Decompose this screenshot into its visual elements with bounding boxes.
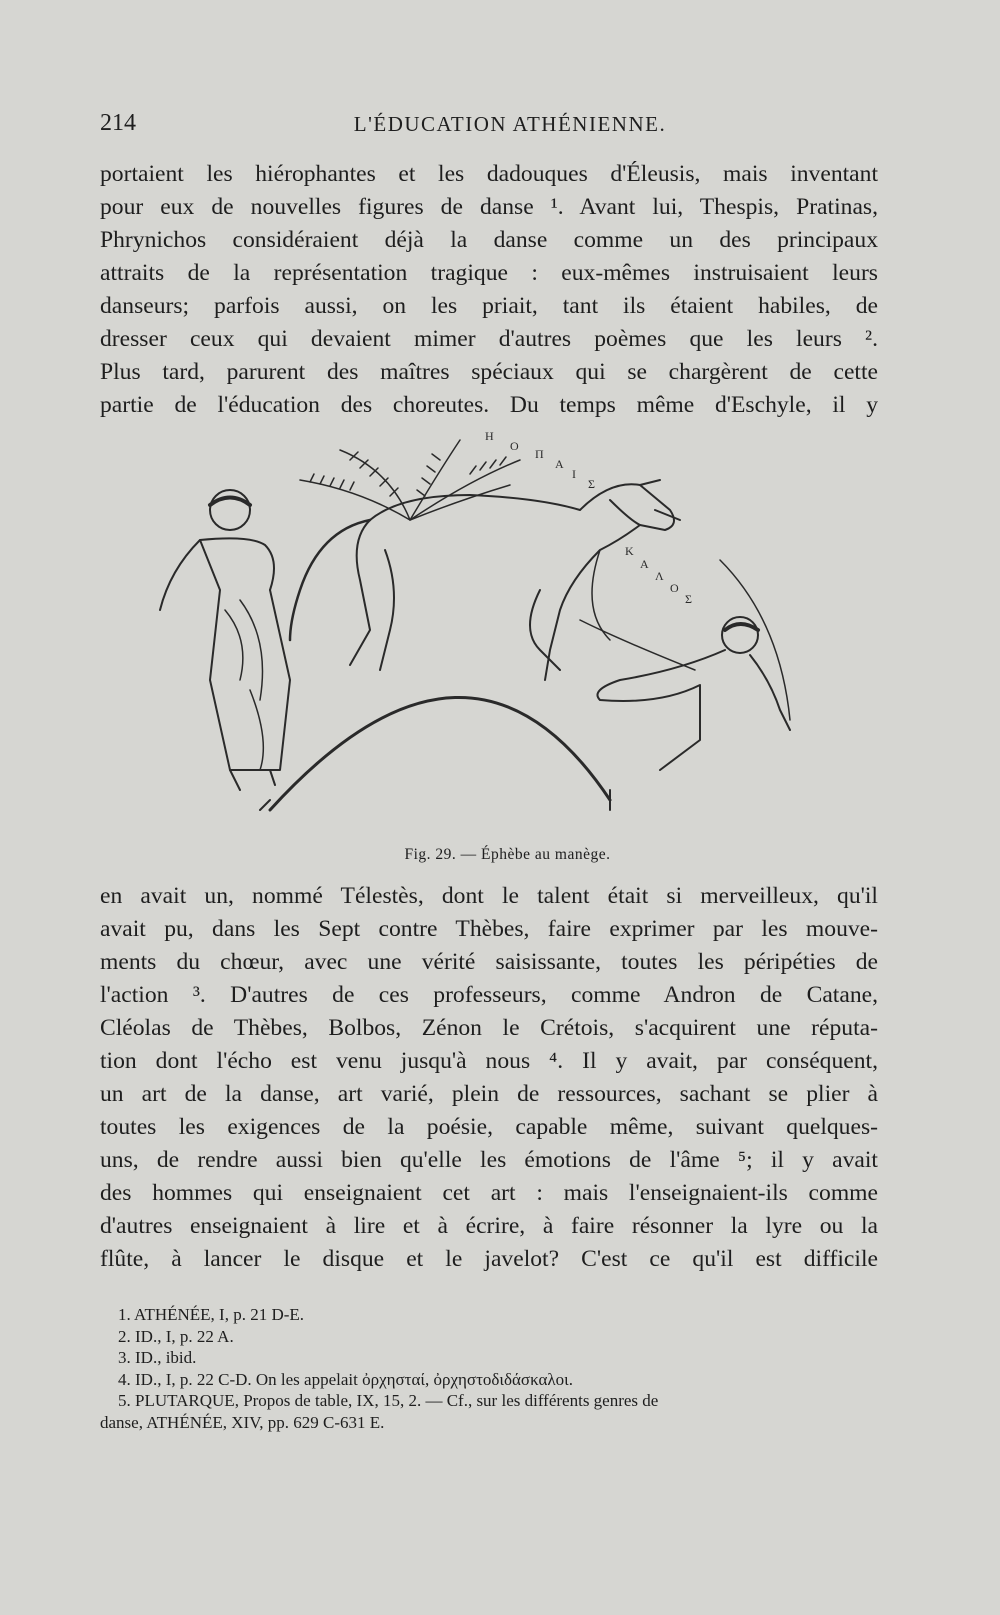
inscription-letter: Ο (510, 439, 519, 453)
text-line: Phrynichos considéraient déjà la danse comme un des principaux (100, 227, 878, 253)
text-line: l'action ³. D'autres de ces professeurs, comme Andron de Catane, (100, 982, 878, 1008)
text-line: des hommes qui enseignaient cet art : mais l'enseignaient-ils comme (100, 1180, 878, 1206)
text-line: ments du chœur, avec une vérité saisissante, toutes les péripéties de (100, 949, 878, 975)
vase-painting-drawing (140, 429, 880, 840)
text-line: danseurs; parfois aussi, on les priait, tant ils étaient habiles, de (100, 293, 878, 319)
page-number: 214 (100, 110, 136, 136)
text-line: tion dont l'écho est venu jusqu'à nous ⁴. Il y avait, par conséquent, (100, 1048, 878, 1074)
palm-branches (300, 440, 520, 520)
text-line: d'autres enseignaient à lire et à écrire, à faire résonner la lyre ou la (100, 1213, 878, 1239)
page-header (100, 110, 880, 150)
text-line: flûte, à lancer le disque et le javelot? C'est ce qu'il est difficile (100, 1246, 878, 1272)
inscription-letter: Ο (670, 581, 679, 595)
body-text-bottom (100, 880, 878, 1276)
text-line: portaient les hiérophantes et les dadouques d'Éleusis, mais inventant (100, 161, 878, 187)
inscription-letter: Σ (588, 477, 595, 491)
text-line: attraits de la représentation tragique : eux-mêmes instruisaient leurs (100, 260, 878, 286)
text-line: dresser ceux qui devaient mimer d'autres poèmes que les leurs ². (100, 326, 878, 352)
inscription-letter: Κ (625, 544, 634, 558)
inscription-letter: Η (485, 429, 494, 443)
greek-inscription-top (485, 429, 595, 491)
footnote-continuation: danse, ATHÉNÉE, XIV, pp. 629 C-631 E. (100, 1412, 385, 1432)
inscription-letter: Π (535, 447, 544, 461)
text-line: Plus tard, parurent des maîtres spéciaux qui se chargèrent de cette (100, 359, 878, 385)
footnote: 4. ID., I, p. 22 C-D. On les appelait ὀρχησταί, ὀρχηστοδιδάσκαλοι. (118, 1369, 573, 1389)
text-line: en avait un, nommé Télestès, dont le talent était si merveilleux, qu'il (100, 883, 878, 909)
footnote: 5. PLUTARQUE, Propos de table, IX, 15, 2. — Cf., sur les différents genres de (118, 1391, 659, 1410)
figure-ephebe-illustration (140, 429, 880, 840)
running-title: L'ÉDUCATION ATHÉNIENNE. (353, 112, 667, 136)
inscription-letter: Ι (572, 467, 576, 481)
body-text-top (100, 158, 878, 422)
footnotes (100, 1304, 880, 1433)
inscription-letter: Α (555, 457, 564, 471)
horse (290, 480, 680, 680)
standing-draped-figure (160, 490, 290, 790)
text-line: avait pu, dans les Sept contre Thèbes, faire exprimer par les mouve- (100, 916, 878, 942)
vase-arc (270, 697, 610, 810)
text-line: toutes les exigences de la poésie, capable même, suivant quelques- (100, 1114, 878, 1140)
footnote: 2. ID., I, p. 22 A. (118, 1326, 234, 1346)
inscription-letter: Λ (655, 569, 664, 583)
greek-inscription-right (625, 544, 692, 606)
inscription-letter: Σ (685, 592, 692, 606)
text-line: partie de l'éducation des choreutes. Du temps même d'Eschyle, il y (100, 392, 878, 418)
text-line: un art de la danse, art varié, plein de ressources, sachant se plier à (100, 1081, 878, 1107)
footnote: 3. ID., ibid. (118, 1348, 197, 1367)
figure-caption: Fig. 29. — Éphèbe au manège. (404, 846, 611, 863)
text-line: pour eux de nouvelles figures de danse ¹. Avant lui, Thespis, Pratinas, (100, 194, 878, 220)
footnote: 1. ATHÉNÉE, I, p. 21 D-E. (118, 1305, 305, 1324)
text-line: uns, de rendre aussi bien qu'elle les émotions de l'âme ⁵; il y avait (100, 1147, 878, 1173)
text-line: Cléolas de Thèbes, Bolbos, Zénon le Crétois, s'acquirent une réputa- (100, 1015, 878, 1041)
inscription-letter: Α (640, 557, 649, 571)
